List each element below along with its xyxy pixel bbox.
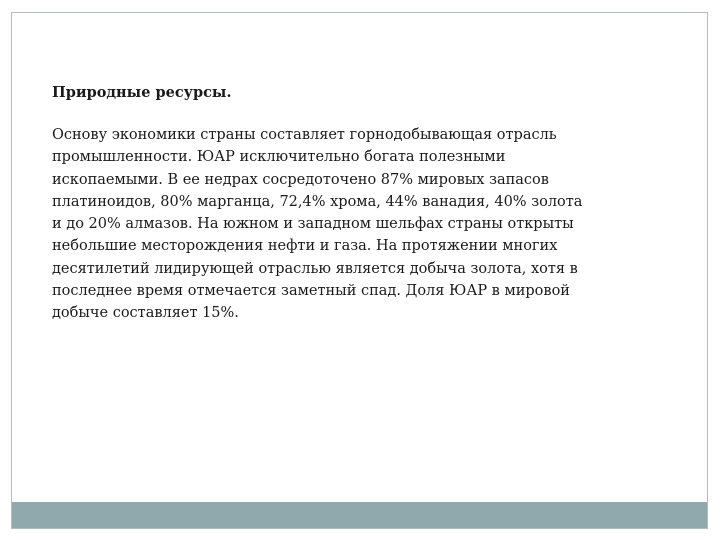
slide-heading: Природные ресурсы. [52, 84, 232, 101]
body-line: Основу экономики страны составляет горнодобывающая отрасль [52, 127, 557, 143]
body-line: промышленности. ЮАР исключительно богата полезными [52, 149, 506, 166]
body-line: небольшие месторождения нефти и газа. На протяжении многих [52, 238, 558, 255]
slide-body-text [52, 124, 652, 325]
slide-footer-bar [12, 502, 707, 528]
body-line: последнее время отмечается заметный спад. Доля ЮАР в мировой [52, 283, 570, 300]
body-line: ископаемыми. В ее недрах сосредоточено 87% мировых запасов [52, 171, 549, 188]
body-line: десятилетий лидирующей отраслью является добыча золота, хотя в [52, 260, 578, 277]
body-line: платиноидов, 80% марганца, 72,4% хрома, 44% ванадия, 40% золота [52, 193, 583, 210]
slide-content [52, 83, 652, 325]
body-line: и до 20% алмазов. На южном и западном шельфах страны открыты [52, 216, 574, 233]
body-line: добыче составляет 15%. [52, 305, 239, 322]
